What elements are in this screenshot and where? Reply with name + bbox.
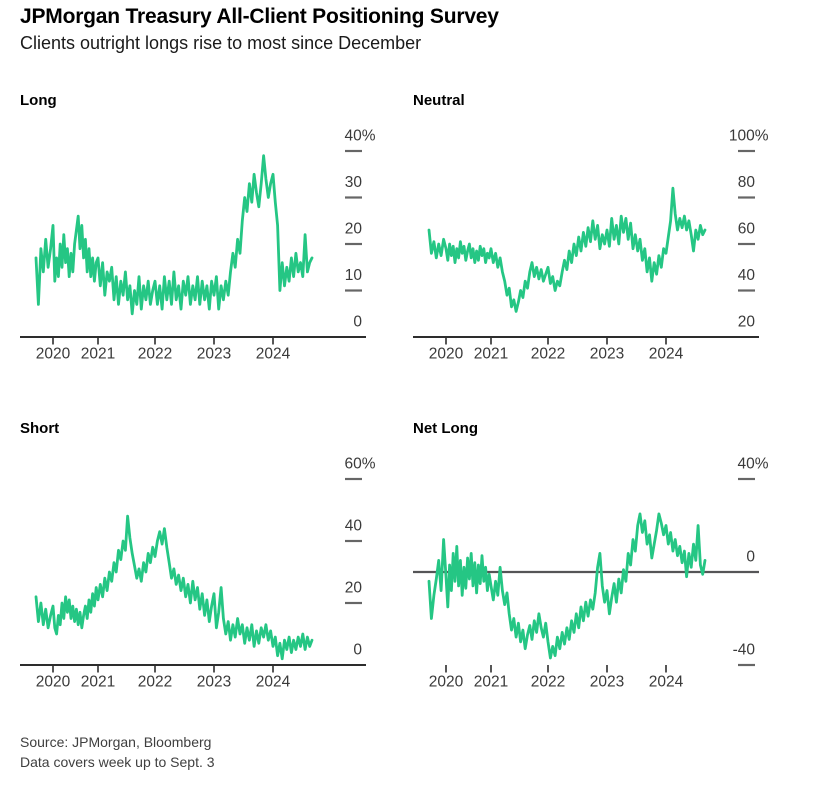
panel-long [20, 92, 390, 397]
y-tick-label: 0 [353, 641, 362, 659]
y-tick-dash [345, 602, 362, 604]
panel-neutral-title: Neutral [413, 92, 465, 109]
y-tick-dash [345, 196, 362, 198]
x-tick-label: 2021 [473, 345, 509, 363]
series-line [429, 188, 705, 311]
x-tick-label: 2024 [648, 673, 684, 691]
x-tick-label: 2023 [589, 345, 625, 363]
y-tick-dash [738, 150, 755, 152]
x-tick-label: 2024 [255, 673, 291, 691]
panel-short [20, 420, 390, 725]
source-note [20, 732, 215, 772]
y-tick-dash [738, 289, 755, 291]
panel-short-title: Short [20, 420, 60, 437]
source-line: Source: JPMorgan, Bloomberg [20, 734, 212, 750]
x-tick-label: 2022 [530, 345, 566, 363]
figure-title: JPMorgan Treasury All-Client Positioning Survey [20, 5, 499, 28]
short-chart-plot [20, 443, 385, 693]
y-tick-label: 40 [344, 517, 362, 535]
y-tick-label: 20 [737, 313, 755, 331]
y-tick-dash [345, 150, 362, 152]
y-tick-dash [738, 664, 755, 666]
y-tick-label: 40% [737, 455, 769, 473]
y-tick-dash [738, 196, 755, 198]
panel-neutral [413, 92, 783, 397]
y-tick-label: 30 [344, 174, 362, 191]
series-line [36, 156, 312, 314]
y-tick-dash [738, 243, 755, 245]
y-tick-label: 10 [344, 267, 362, 284]
x-tick-label: 2020 [428, 673, 464, 691]
x-tick-label: 2022 [530, 673, 566, 691]
y-tick-label: 60% [344, 455, 376, 473]
x-tick-label: 2024 [648, 345, 684, 363]
y-tick-dash [345, 478, 362, 480]
series-line [429, 514, 705, 658]
x-tick-label: 2023 [196, 673, 232, 691]
x-tick-label: 2022 [137, 673, 173, 691]
series-line [36, 516, 312, 659]
y-tick-label: 0 [353, 313, 362, 331]
x-tick-label: 2020 [35, 673, 71, 691]
y-tick-dash [345, 289, 362, 291]
x-tick-label: 2021 [80, 673, 116, 691]
y-tick-label: 40 [737, 267, 755, 284]
neutral-chart-plot [413, 115, 778, 365]
y-tick-dash [738, 478, 755, 480]
x-tick-label: 2023 [196, 345, 232, 363]
x-tick-label: 2024 [255, 345, 291, 363]
coverage-line: Data covers week up to Sept. 3 [20, 754, 215, 770]
y-tick-dash [345, 243, 362, 245]
panel-net-long-title: Net Long [413, 420, 478, 437]
x-tick-label: 2020 [35, 345, 71, 363]
y-tick-label: 20 [344, 220, 362, 238]
y-tick-label: 20 [344, 579, 362, 597]
y-tick-label: 0 [746, 548, 755, 566]
y-tick-label: 80 [737, 174, 755, 191]
figure-subtitle: Clients outright longs rise to most since December [20, 33, 422, 53]
x-tick-label: 2020 [428, 345, 464, 363]
y-tick-label: 40% [344, 127, 376, 145]
x-tick-label: 2021 [473, 673, 509, 691]
panel-long-title: Long [20, 92, 57, 109]
long-chart-plot [20, 115, 385, 365]
x-tick-label: 2022 [137, 345, 173, 363]
y-tick-label: 100% [728, 127, 769, 145]
net-long-chart-plot [413, 443, 778, 693]
y-tick-label: 60 [737, 220, 755, 238]
y-tick-dash [345, 540, 362, 542]
x-tick-label: 2023 [589, 673, 625, 691]
x-tick-label: 2021 [80, 345, 116, 363]
y-tick-label: -40 [732, 641, 755, 659]
panel-net-long [413, 420, 783, 725]
